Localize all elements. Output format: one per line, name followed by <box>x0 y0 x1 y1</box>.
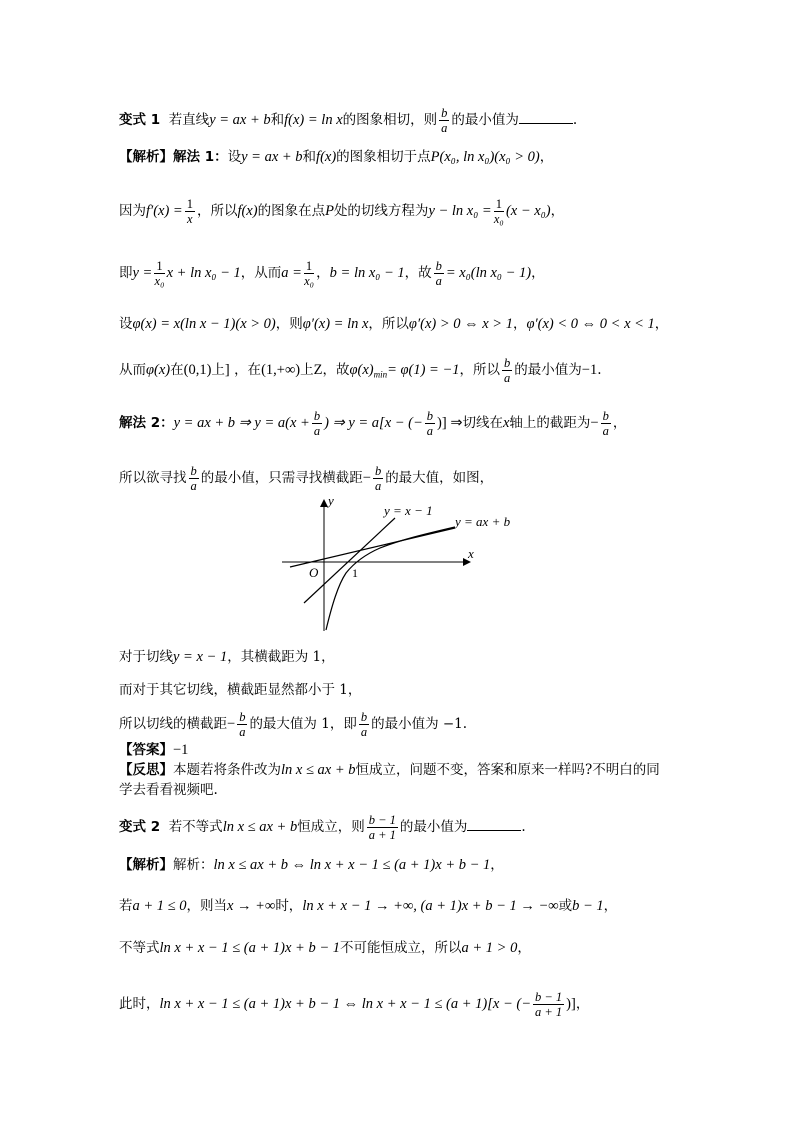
text: ， <box>575 996 590 1012</box>
math: ln x ≤ ax + b <box>281 762 356 778</box>
text: ， <box>316 265 330 281</box>
text: . <box>521 819 526 835</box>
text: 不可能恒成立，所以 <box>340 940 462 956</box>
math: )] <box>566 996 576 1012</box>
fraction: $\frac{1}{\text{x₀}}$ <box>304 259 314 288</box>
origin-label: O <box>309 565 319 580</box>
answer-line <box>119 740 188 760</box>
text: 的最小值为 −1. <box>371 716 468 732</box>
answer-value: −1 <box>173 742 189 758</box>
text: 恒成立，问题不变，答案和原来一样吗?不明白的同 <box>355 762 660 778</box>
text: 轴上的截距为 <box>509 415 591 431</box>
text: ，在 <box>234 362 262 378</box>
answer-blank <box>467 818 521 831</box>
text: 本题若将条件改为 <box>173 762 281 778</box>
y-axis-label: y <box>328 493 334 508</box>
text: 设 <box>227 149 242 165</box>
text: 所以切线的横截距 <box>119 716 227 732</box>
fraction: $\frac{1}{x}$ <box>186 197 193 226</box>
math: f′(x) = <box>146 203 183 219</box>
text: 的最小值为 <box>399 819 468 835</box>
text: 恒成立，则 <box>297 819 365 835</box>
method2-line-2 <box>119 464 493 493</box>
analysis-tag: 【解析】 <box>119 149 173 165</box>
math: ln x ≤ ax + b ⇔ ln x + x − 1 ≤ (a + 1)x + b − 1 <box>213 857 491 873</box>
text: ，所以 <box>368 316 409 332</box>
text: 因为 <box>119 203 146 219</box>
fraction: $\frac{b}{a}$ <box>441 106 448 135</box>
answer-tag: 【答案】 <box>119 742 173 758</box>
math: b = ln x₀ − 1 <box>329 265 405 281</box>
math: y = ax + b <box>209 112 271 128</box>
math: a = <box>281 265 302 281</box>
math: f(x) = ln x <box>284 112 343 128</box>
method2-label: 解法 2： <box>119 415 174 431</box>
fraction: $\frac{b}{a}$ <box>190 464 197 493</box>
text: 上 <box>300 362 314 378</box>
analysis2-line-1 <box>119 855 504 875</box>
analysis2-line-2 <box>119 896 617 916</box>
math: φ′(x) < 0 ⇔ 0 < x < 1 <box>526 316 655 332</box>
math: φ(x) <box>349 362 374 378</box>
text: 的图象相切于点 <box>336 149 431 165</box>
text: 的最大值，如图， <box>385 470 494 486</box>
analysis2-tag: 【解析】 <box>119 857 173 873</box>
math: −1 <box>581 362 598 378</box>
method1-label: 解法 1： <box>173 149 228 165</box>
text: 若不等式 <box>168 819 223 835</box>
math: x + ln x₀ − 1 <box>166 265 241 281</box>
line-label-y-x-1: y = x − 1 <box>384 503 433 518</box>
text: 的最小值为 <box>451 112 519 128</box>
variant2-problem <box>119 813 526 842</box>
math: = x₀(ln x₀ − 1) <box>445 265 532 281</box>
after-line-2 <box>119 680 361 700</box>
text: 若 <box>119 898 133 914</box>
reflect-line-1 <box>119 760 660 780</box>
fraction: $\frac{b}{a}$ <box>360 710 368 739</box>
math: φ′(x) = ln x <box>302 316 369 332</box>
after-line-3 <box>119 710 467 739</box>
math: P(x₀, ln x₀)(x₀ > 0) <box>430 149 540 165</box>
text: 而对于其它切线，横截距显然都小于 1， <box>119 682 362 698</box>
after-line-1 <box>119 647 335 667</box>
math: ln x + x − 1 ≤ (a + 1)x + b − 1 <box>159 940 340 956</box>
fraction: $\frac{b}{a}$ <box>435 259 442 288</box>
text: 处的切线方程为 <box>333 203 429 219</box>
analysis-line-4 <box>119 314 668 334</box>
text: 切线在 <box>462 415 503 431</box>
math: = φ(1) = −1 <box>387 362 460 378</box>
analysis-line-2 <box>119 197 564 226</box>
math: (1,+∞) <box>261 362 301 378</box>
fraction: $\frac{b}{a}$ <box>602 409 609 438</box>
log-curve <box>326 527 455 630</box>
math: φ(x) <box>146 362 171 378</box>
answer-blank <box>519 111 573 124</box>
text: . <box>597 362 602 378</box>
math: − <box>227 716 236 732</box>
variant1-label: 变式 1 <box>119 112 161 128</box>
text: ，故 <box>404 265 432 281</box>
math: φ′(x) > 0 ⇔ x > 1 <box>408 316 513 332</box>
math: (x − x₀) <box>505 203 551 219</box>
variant2-label: 变式 2 <box>119 819 161 835</box>
math: y = x − 1 <box>173 649 228 665</box>
fraction: $\frac{1}{\text{x₀}}$ <box>154 259 165 288</box>
math: [x − (− <box>379 415 423 431</box>
text: 从而 <box>119 362 146 378</box>
fraction: $\frac{b}{a}$ <box>426 409 434 438</box>
math: y = ax + b ⇒ y = a <box>173 415 286 431</box>
math: − <box>590 415 599 431</box>
text: 不等式 <box>119 940 160 956</box>
text: ， <box>603 898 618 914</box>
text: ，所以 <box>196 203 238 219</box>
text: ， <box>654 316 669 332</box>
tick-one-label: 1 <box>352 566 358 580</box>
math: ln x ≤ ax + b <box>222 819 298 835</box>
math: P <box>325 203 334 219</box>
text: 和 <box>302 149 317 165</box>
text: 即 <box>119 265 133 281</box>
fraction: $\frac{b - 1}{a + 1}$ <box>534 990 563 1019</box>
text: 的图象在点 <box>257 203 326 219</box>
math: ln x + x − 1 ≤ (a + 1)x + b − 1 ⇔ ln x + x − 1 ≤ (a + 1) <box>159 996 488 1012</box>
analysis-line-5 <box>119 356 602 385</box>
math: a + 1 > 0 <box>461 940 518 956</box>
text: ， <box>539 149 554 165</box>
math: f(x) <box>316 149 337 165</box>
math: (0,1) <box>183 362 212 378</box>
analysis-line-3 <box>119 259 545 288</box>
text: 若直线 <box>168 112 210 128</box>
variant1-problem <box>119 106 577 135</box>
line-label-y-ax-b: y = ax + b <box>455 514 511 529</box>
decreasing-symbol: ] <box>224 362 230 378</box>
text: 时， <box>275 898 303 914</box>
math: [x − (− <box>487 996 531 1012</box>
math: (x + <box>285 415 310 431</box>
text: 或 <box>558 898 573 914</box>
text: 上 <box>211 362 225 378</box>
reflect-line-2 <box>119 780 218 800</box>
math: − <box>362 470 371 486</box>
text: 所以欲寻找 <box>119 470 187 486</box>
math: a + 1 ≤ 0 <box>132 898 187 914</box>
math: y = <box>132 265 153 281</box>
text: 的最小值为 <box>514 362 582 378</box>
fraction: $\frac{1}{\text{x₀}}$ <box>493 197 504 226</box>
math: y − ln x₀ = <box>428 203 492 219</box>
text: ，故 <box>322 362 350 378</box>
text: 的最大值为 1，即 <box>249 716 357 732</box>
tangent-line-y-ax-b <box>290 528 455 567</box>
analysis-line-1 <box>119 147 553 167</box>
reflect-tag: 【反思】 <box>119 762 173 778</box>
text: ，其横截距为 1， <box>227 649 335 665</box>
text: 对于切线 <box>119 649 173 665</box>
tangent-figure <box>280 493 511 635</box>
text: ，从而 <box>240 265 282 281</box>
increasing-symbol: Z <box>313 362 323 378</box>
text: 在 <box>170 362 184 378</box>
math: ) ⇒ y = a <box>324 415 380 431</box>
text: 的图象相切，则 <box>342 112 438 128</box>
text: . <box>572 112 578 128</box>
fraction: $\frac{b}{a}$ <box>504 356 511 385</box>
math: )] ⇒ <box>437 415 463 431</box>
subscript: min <box>373 369 388 380</box>
text: 此时， <box>119 996 160 1012</box>
text: 和 <box>270 112 285 128</box>
x-axis-label: x <box>468 546 474 561</box>
text: ， <box>612 415 627 431</box>
text: ， <box>512 316 527 332</box>
text: ， <box>531 265 545 281</box>
math: ln x + x − 1 → +∞, (a + 1)x + b − 1 → −∞ <box>302 898 559 914</box>
fraction: $\frac{b}{a}$ <box>313 409 321 438</box>
text: ， <box>490 857 504 873</box>
math: x → +∞ <box>227 898 276 914</box>
text: ，所以 <box>459 362 501 378</box>
analysis2-line-3 <box>119 938 531 958</box>
math: x <box>502 415 510 431</box>
analysis2-line-4 <box>119 990 589 1019</box>
text: ，则 <box>275 316 303 332</box>
math: φ(x) = x(ln x − 1)(x > 0) <box>132 316 276 332</box>
method2-line-1 <box>119 409 626 438</box>
math: b − 1 <box>572 898 604 914</box>
text: 设 <box>119 316 133 332</box>
text: 的最小值，只需寻找横截距 <box>200 470 363 486</box>
math: y = ax + b <box>241 149 303 165</box>
fraction: $\frac{b - 1}{a + 1}$ <box>368 813 396 842</box>
text: ，则当 <box>186 898 227 914</box>
text: 解析： <box>173 857 214 873</box>
math: f(x) <box>237 203 258 219</box>
text: 学去看看视频吧. <box>119 782 218 798</box>
text: ， <box>550 203 565 219</box>
fraction: $\frac{b}{a}$ <box>374 464 382 493</box>
text: ， <box>517 940 531 956</box>
fraction: $\frac{b}{a}$ <box>239 710 246 739</box>
